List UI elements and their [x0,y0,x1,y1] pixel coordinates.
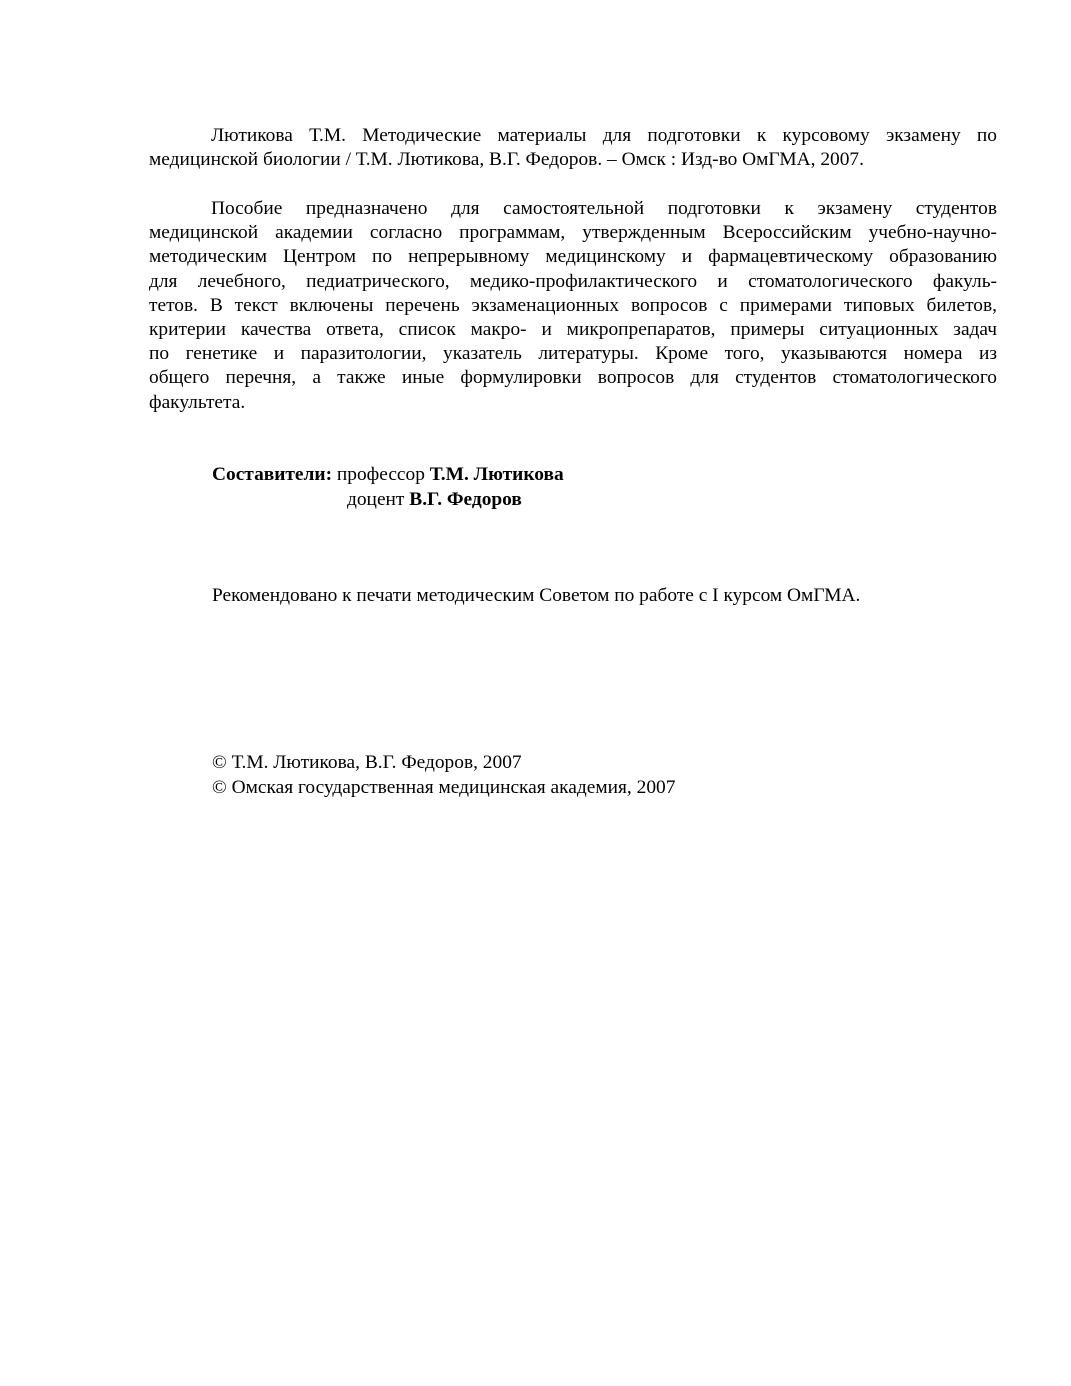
copyright-block [212,751,675,800]
annotation-line: Пособие предназначено для самостоятельной подготовки к экзамену студентов [211,198,997,219]
annotation-line: критерии качества ответа, список макро- и микропрепаратов, примеры ситуационных задач [149,319,997,341]
compiler-title: профессор [336,464,425,485]
compiler-row-first [212,462,564,487]
compiler-row-second [212,487,564,512]
bibliographic-citation [149,124,997,172]
annotation-paragraph [149,197,997,415]
compiler-title: доцент [347,489,405,510]
compilers-label: Составители: [212,464,333,485]
compiler-name: Т.М. Лютикова [429,464,564,485]
copyright-line: © Т.М. Лютикова, В.Г. Федоров, 2007 [212,752,522,773]
annotation-line: факультета. [149,391,246,413]
annotation-line: для лечебного, педиатрического, медико-профилактического и стоматологического факуль- [149,270,997,292]
recommendation-note: Рекомендовано к печати методическим Советом по работе с I курсом ОмГМА. [212,585,861,606]
compilers-block [212,462,564,512]
citation-line: Лютикова Т.М. Методические материалы для подготовки к курсовому экзамену по [211,125,997,146]
annotation-line: тетов. В текст включены перечень экзаменационных вопросов с примерами типовых билетов, [149,294,997,316]
annotation-line: медицинской академии согласно программам, утвержденным Всероссийским учебно-научно- [149,222,997,244]
annotation-line: по генетике и паразитологии, указатель литературы. Кроме того, указываются номера из [149,343,997,365]
copyright-line: © Омская государственная медицинская академия, 2007 [212,776,676,798]
citation-line: медицинской биологии / Т.М. Лютикова, В.Г. Федоров. – Омск : Изд-во ОмГМА, 2007. [149,149,864,171]
annotation-line: методическим Центром по непрерывному медицинскому и фармацевтическому образованию [149,246,997,268]
compiler-name: В.Г. Федоров [409,489,522,510]
annotation-line: общего перечня, а также иные формулировки вопросов для студентов стоматологического [149,367,997,389]
